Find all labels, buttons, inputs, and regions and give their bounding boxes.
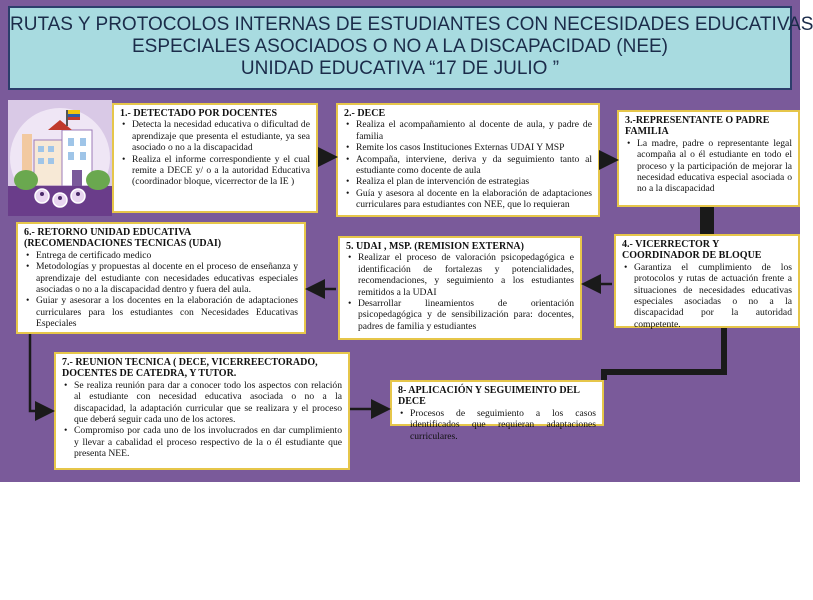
step-6-title: 6.- RETORNO UNIDAD EDUCATIVA (RECOMENDACIONES TECNICAS (UDAI) [24,227,222,250]
step-2-item: • Realiza el acompañamiento al docente de aula, y padre de familia [356,119,592,142]
title-line-3: UNIDAD EDUCATIVA “17 DE JULIO ” [240,58,560,79]
step-6-item: • Entrega de certificado medico [36,250,298,261]
step-7-item: • Compromiso por cada uno de los involucrados en dar cumplimiento y llevar a cabalidad el proceso respectivo de la o él estudiante que presenta NEE. [74,425,342,459]
step-6-item: • Metodologías y propuestas al docente en el proceso de enseñanza y aprendizaje del estudiante con necesidades educativas especiales asociadas o no a la discapacidad dentro y fuera del aula. [36,261,298,295]
step-4-title: 4.- VICERRECTOR Y COORDINADOR DE BLOQUE [622,239,762,262]
step-3-item: • La madre, padre o representante legal acompaña al o él estudiante en todo el proceso y la participación de mejorar la necesidad educativa especial asociada o no a la discapacidad [637,138,792,195]
step-3-title: 3.-REPRESENTANTE O PADRE FAMILIA [625,115,770,138]
step-1-item: • Detecta la necesidad educativa o dificultad de aprendizaje que presenta el estudiante, ya sea asociado o no a la discapacidad [132,119,310,153]
step-7-item: • Se realiza reunión para dar a conocer todo los aspectos con relación al estudiante con necesidad educativa asociada o no a la discapacidad, la adaptación curricular que se realizara y el proceso que deberá seguir cada uno de los actores. [74,380,342,426]
title-line-2: ESPECIALES ASOCIADOS O NO A LA DISCAPACIDAD (NEE) [131,36,669,57]
step-8-title: 8- APLICACIÓN Y SEGUIMEINTO DEL DECE [398,385,580,408]
step-2-item: • Guía y asesora al docente en la elaboración de adaptaciones curriculares para estudiantes con NEE, que lo requieran [356,188,592,211]
step-2-item: • Acompaña, interviene, deriva y da seguimiento tanto al estudiante como docente de aula [356,154,592,177]
step-2-title: 2.- DECE [344,108,386,119]
step-6-item: • Guiar y asesorar a los docentes en la elaboración de adaptaciones curriculares para los estudiantes con Necesidades Educativas Especiales [36,295,298,329]
step-1-item: • Realiza el informe correspondiente y el cual remite a DECE y/ o a la autoridad Educativa (coordinador bloque, vicerrector de la IE ) [132,154,310,188]
step-5-item: • Realizar el proceso de valoración psicopedagógica e identificación de fortalezas y potencialidades, recomendaciones, y seguimiento a los estudiantes remitidos a la UDAI [358,252,574,298]
step-1-title: 1.- DETECTADO POR DOCENTES [120,108,278,119]
arrow-step6-to-step7 [30,334,50,411]
connector-step4-to-step8 [604,328,724,380]
connector-step3-to-step4 [700,207,714,234]
step-5-item: • Desarrollar lineamientos de orientación psicopedagógica y de sensibilización para: docentes, padres de familia y estudiantes [358,298,574,332]
step-2-item: • Remite los casos Instituciones Externas UDAI Y MSP [356,142,592,153]
step-7-title: 7.- REUNION TECNICA ( DECE, VICERREECTORADO, DOCENTES DE CATEDRA, Y TUTOR. [62,357,318,380]
step-4-item: • Garantiza el cumplimiento de los protocolos y rutas de actuación frente a situaciones de necesidades educativas especiales asociadas o no a la discapacidad por la autoridad competente. [634,262,792,330]
title-line-1: RUTAS Y PROTOCOLOS INTERNAS DE ESTUDIANTES CON NECESIDADES EDUCATIVAS [10,14,813,35]
step-5-title: 5. UDAI , MSP. (REMISION EXTERNA) [346,241,524,252]
step-8-item: • Procesos de seguimiento a los casos identificados que requieran adaptaciones curriculares. [410,408,596,442]
step-2-item: • Realiza el plan de intervención de estrategias [356,176,592,187]
